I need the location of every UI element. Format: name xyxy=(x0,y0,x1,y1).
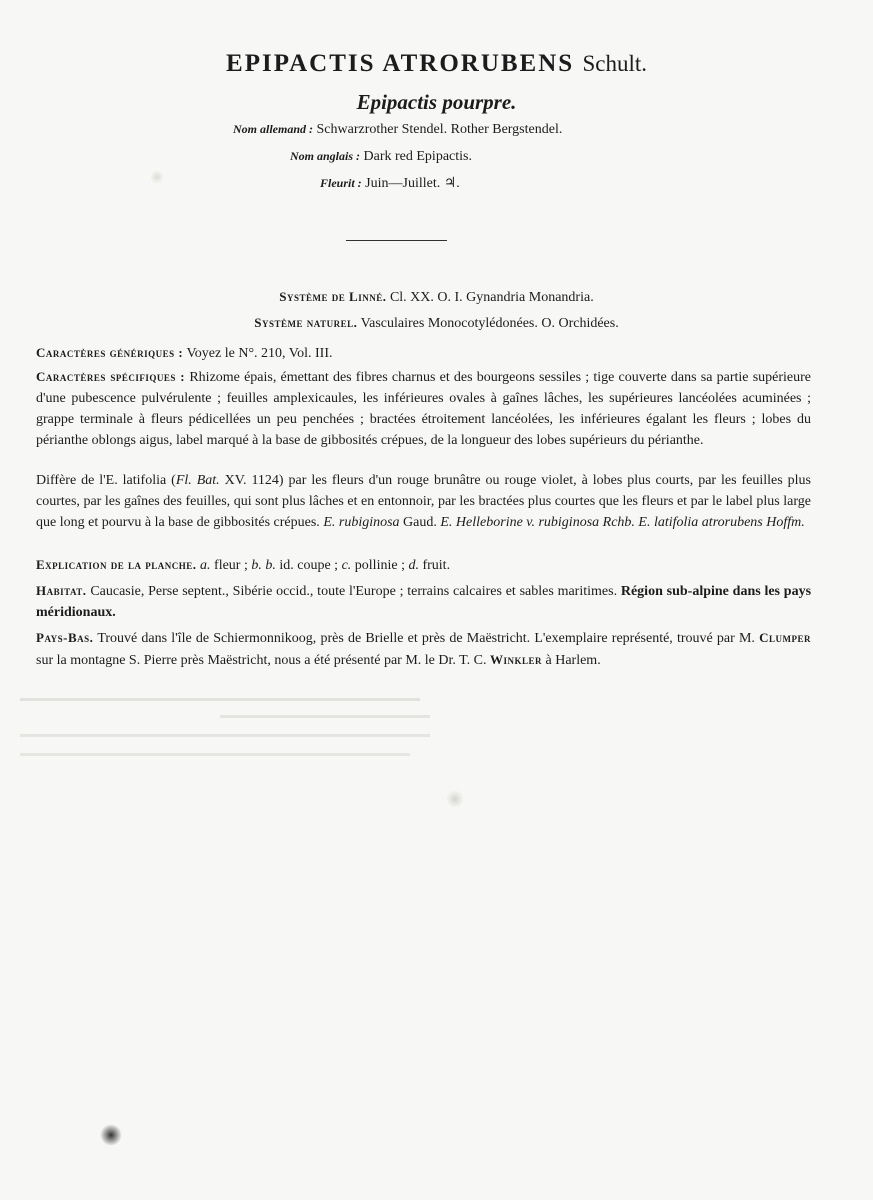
generic-characters xyxy=(36,342,811,364)
netherlands-text-1: Trouvé dans l'île de Schiermonnikoog, près de Brielle et près de Maëstricht. L'exemplaire représenté, trouvé par M. xyxy=(97,631,755,646)
synonym-2: E. Helleborine v. rubiginosa xyxy=(440,515,600,530)
natural-system-label: Système naturel. xyxy=(254,315,358,330)
english-name-line xyxy=(290,149,472,165)
species-author: Schult. xyxy=(582,51,647,76)
plate-explanation xyxy=(36,554,811,576)
specific-characters-value: Rhizome épais, émettant des fibres charnus et des bourgeons sessiles ; tige couverte dans sa partie supérieure d'une pubescence pulvérulente ; feuilles amplexicaules, les inférieures ovales à gaînes lâches, les supérieures lancéolées acuminées ; grappe terminale à fleurs pédicellées un peu penchées ; bractées étroitement lancéolées, les inférieures égalant les fleurs ; lobes du périanthe oblongs aigus, label marqué à la base de gibbosités crépues, de la longueur des lobes supérieurs du périanthe. xyxy=(36,370,811,448)
generic-characters-label: Caractères génériques : xyxy=(36,345,184,360)
netherlands-text-2: sur la montagne S. Pierre près Maëstricht, nous a été présenté par M. le Dr. T. C. xyxy=(36,653,487,668)
english-name-value: Dark red Epipactis. xyxy=(363,149,472,164)
divider-rule xyxy=(346,240,447,241)
linnean-system-value: Cl. XX. O. I. Gynandria Monandria. xyxy=(389,290,594,305)
french-name: Epipactis pourpre. xyxy=(356,90,517,114)
natural-system-line xyxy=(0,315,873,332)
collector-name: Clumper xyxy=(759,630,812,645)
plate-letter-d: d. xyxy=(408,558,419,573)
plate-letter-b: b. b. xyxy=(251,558,276,573)
netherlands-label: Pays-Bas. xyxy=(36,630,94,645)
donor-name: Winkler xyxy=(489,652,542,667)
synonym-2-author: Rchb. xyxy=(602,515,635,530)
synonym-1: E. rubiginosa xyxy=(323,515,400,530)
species-name: EPIPACTIS ATRORUBENS xyxy=(226,50,575,77)
differences-paragraph xyxy=(36,470,811,533)
flowering-line xyxy=(320,175,460,192)
plate-explanation-label: Explication de la planche. xyxy=(36,557,197,572)
habitat-paragraph xyxy=(36,580,811,623)
bleed-through-shadow xyxy=(20,690,440,800)
flowering-label: Fleurit : xyxy=(320,176,362,190)
plate-letter-c: c. xyxy=(341,558,352,573)
english-name-label: Nom anglais : xyxy=(290,149,361,163)
netherlands-paragraph xyxy=(36,627,811,671)
paper-speck xyxy=(446,790,464,808)
linnean-system-line xyxy=(0,289,873,306)
synonym-3: E. latifolia atrorubens Hoffm. xyxy=(638,515,805,530)
specific-characters xyxy=(36,366,811,451)
plate-text-b: id. coupe ; xyxy=(279,558,339,573)
netherlands-text-3: à Harlem. xyxy=(545,653,601,668)
german-name-label: Nom allemand : xyxy=(233,122,313,136)
generic-characters-value: Voyez le N°. 210, Vol. III. xyxy=(186,346,333,361)
specific-characters-label: Caractères spécifiques : xyxy=(36,369,186,384)
differences-text-1: Diffère de l'E. latifolia ( xyxy=(36,473,176,488)
habitat-label: Habitat. xyxy=(36,583,87,598)
habitat-region: Région sub-alpine dans les pays méridionaux. xyxy=(36,584,812,620)
paper-speck xyxy=(150,170,164,184)
synonym-1-author: Gaud. xyxy=(403,515,437,530)
german-name-line xyxy=(233,122,562,138)
flowering-value: Juin—Juillet. ♃. xyxy=(365,176,460,191)
paper-speck xyxy=(100,1124,122,1146)
species-title xyxy=(0,50,873,78)
differences-text-2: XV. 1124) par les fleurs d'un rouge brunâtre ou rouge violet, à lobes plus courts, par les feuilles plus courtes, par les gaînes des feuilles, qui sont plus lâches et en entonnoir, par les bractées plus courtes que les fleurs et par le label plus large que long et pourvu à la base de gibbosités crépues. xyxy=(36,473,811,530)
flora-batava-ref: Fl. Bat. xyxy=(175,473,220,488)
plate-letter-a: a. xyxy=(200,558,211,573)
habitat-value: Caucasie, Perse septent., Sibérie occid., toute l'Europe ; terrains calcaires et sables maritimes. xyxy=(90,584,618,599)
plate-text-a: fleur ; xyxy=(214,558,248,573)
plate-text-c: pollinie ; xyxy=(354,558,405,573)
german-name-value: Schwarzrother Stendel. Rother Bergstendel. xyxy=(316,122,563,137)
plate-text-d: fruit. xyxy=(422,558,451,573)
natural-system-value: Vasculaires Monocotylédonées. O. Orchidées. xyxy=(360,316,619,331)
linnean-system-label: Système de Linné. xyxy=(279,289,387,304)
